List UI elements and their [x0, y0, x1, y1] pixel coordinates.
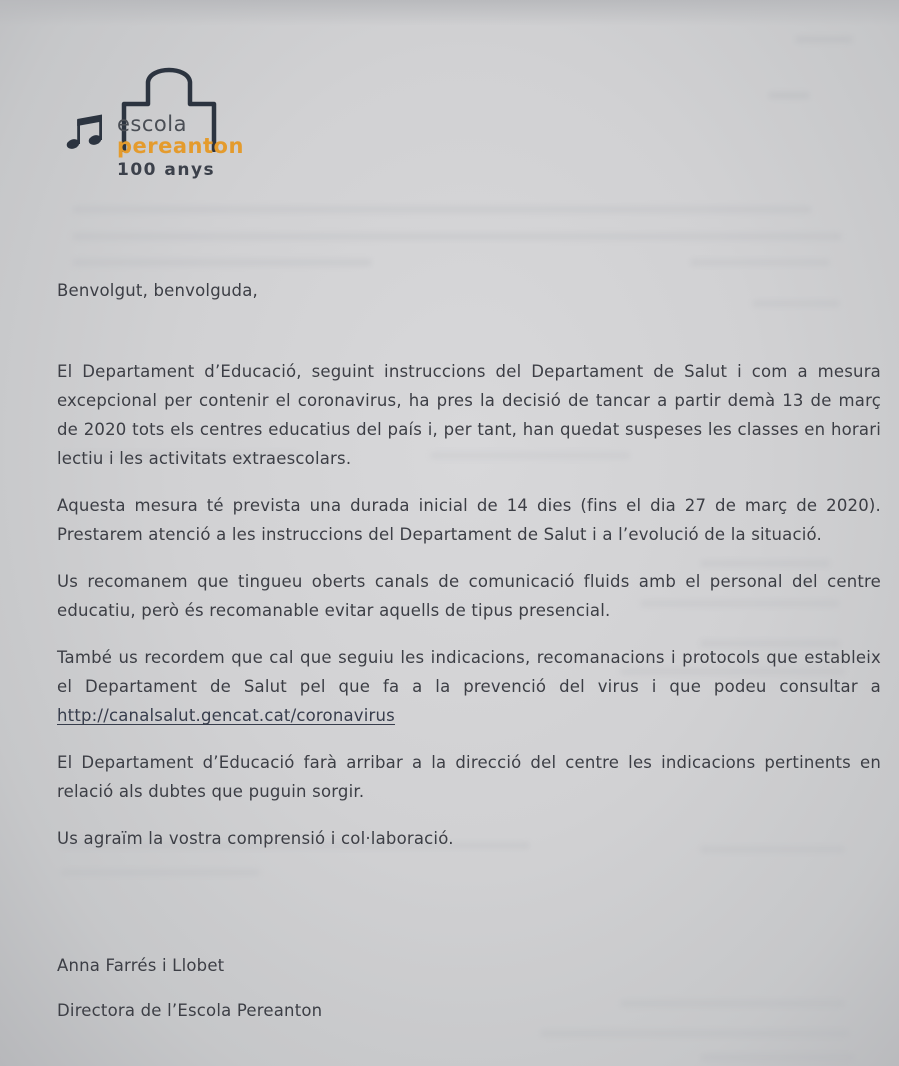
paragraph-health-protocols-text: També us recordem que cal que seguiu les indicacions, recomanacions i protocols que estableix el Departament de Salut pel que fa a la prevenció del virus i que podeu consultar a: [57, 648, 881, 696]
signature-title: Directora de l’Escola Pereanton: [57, 1001, 323, 1020]
paragraph-thanks: Us agraïm la vostra comprensió i col·laboració.: [57, 829, 454, 848]
bleed-mark: [768, 92, 810, 99]
paragraph-closure-announcement: El Departament d’Educació, seguint instruccions del Departament de Salut i com a mesura excepcional per contenir el coronavirus, ha pres la decisió de tancar a partir demà 13 de març de 2020 tots els centres educatius del país i, per tant, han quedat suspeses les classes en horari lectiu i les activitats extraescolars.: [57, 362, 881, 468]
bleed-mark: [700, 1054, 855, 1061]
signature-name: Anna Farrés i Llobet: [57, 956, 225, 975]
bleed-mark: [72, 206, 812, 213]
paragraph-duration: Aquesta mesura té prevista una durada inicial de 14 dies (fins el dia 27 de març de 2020). Prestarem atenció a les instruccions del Departament de Salut i a l’evolució de la situació.: [57, 496, 881, 544]
bleed-mark: [72, 259, 372, 266]
bleed-mark: [690, 259, 830, 266]
signature-block: [57, 951, 881, 1025]
logo-escola-text: escola: [117, 112, 187, 136]
paragraph-communication: Us recomanem que tingueu oberts canals de comunicació fluids amb el personal del centre educatiu, però és recomanable evitar aquells de tipus presencial.: [57, 572, 881, 620]
school-logo: [62, 62, 252, 194]
logo-wordmark: [117, 113, 244, 181]
salutation: Benvolgut, benvolguda,: [57, 281, 258, 300]
paragraph-further-instructions: El Departament d’Educació farà arribar a la direcció del centre les indicacions pertinents en relació als dubtes que puguin sorgir.: [57, 753, 881, 801]
music-notes-icon: [64, 110, 110, 152]
letter-body: [57, 276, 881, 1041]
paragraph-health-protocols: [57, 643, 881, 730]
bleed-mark: [795, 36, 853, 43]
logo-pereanton-text: pereanton: [117, 134, 244, 158]
bleed-mark: [72, 233, 842, 240]
canalsalut-link[interactable]: http://canalsalut.gencat.cat/coronavirus: [57, 706, 395, 725]
logo-100anys-text: 100 anys: [117, 160, 216, 180]
